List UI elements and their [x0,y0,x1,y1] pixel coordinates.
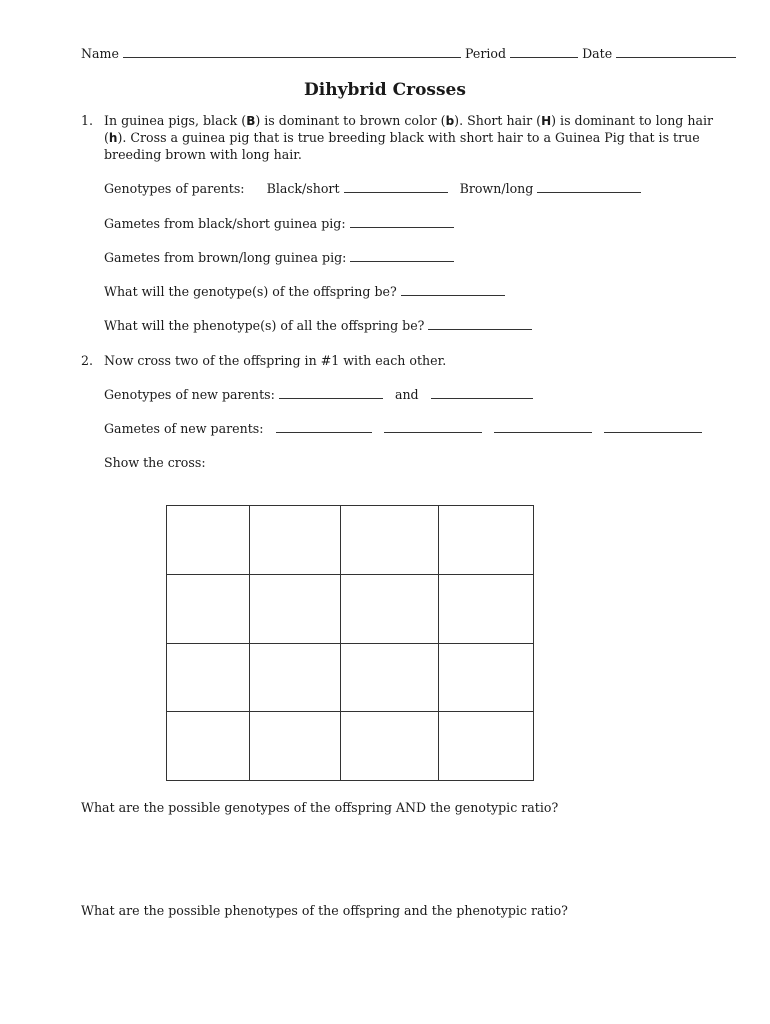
offspring-genotype-row [104,284,505,299]
brown-long-label: Brown/long [459,181,534,196]
genotypes-parents-label: Genotypes of parents: [104,181,245,196]
q1-text: ) is dominant to long hair [551,113,714,128]
q1-line1 [104,113,713,128]
punnett-row [167,574,534,643]
punnett-cell[interactable] [167,506,250,575]
name-label: Name [81,46,119,61]
black-short-label: Black/short [266,181,340,196]
genotypes-ratio-question: What are the possible genotypes of the offspring AND the genotypic ratio? [81,800,559,815]
punnett-square [166,505,534,781]
new-gametes-row [104,421,702,436]
punnett-cell[interactable] [250,712,341,781]
offspring-phenotype-label: What will the phenotype(s) of all the offspring be? [104,318,425,333]
punnett-cell[interactable] [341,643,439,712]
period-label: Period [464,46,507,61]
punnett-cell[interactable] [341,712,439,781]
new-parent-2-field[interactable] [431,388,533,399]
q1-text: ). Cross a guinea pig that is true breeding black with short hair to a Guinea Pig that is true [117,130,700,145]
punnett-row [167,506,534,575]
period-field[interactable] [510,47,578,58]
offspring-genotype-field[interactable] [401,285,505,296]
new-parents-row [104,387,533,402]
gamete-field-4[interactable] [604,422,702,433]
gamete-field-2[interactable] [384,422,482,433]
gametes-black-row [104,216,454,231]
gametes-black-field[interactable] [350,217,454,228]
punnett-cell[interactable] [250,643,341,712]
new-parents-label: Genotypes of new parents: [104,387,275,402]
q1-text: ) is dominant to brown color ( [255,113,446,128]
punnett-cell[interactable] [167,643,250,712]
punnett-cell[interactable] [439,506,534,575]
show-cross-label: Show the cross: [104,455,206,470]
and-label: and [394,387,419,402]
new-parent-1-field[interactable] [279,388,383,399]
gamete-field-1[interactable] [276,422,372,433]
name-field[interactable] [123,47,461,58]
allele-h: h [108,131,118,145]
phenotypes-ratio-question: What are the possible phenotypes of the offspring and the phenotypic ratio? [81,903,568,918]
punnett-cell[interactable] [439,574,534,643]
punnett-cell[interactable] [167,574,250,643]
punnett-cell[interactable] [341,506,439,575]
q1-line2 [104,130,700,145]
header-row [81,46,736,61]
punnett-cell[interactable] [250,506,341,575]
punnett-row [167,712,534,781]
punnett-cell[interactable] [439,643,534,712]
allele-B: B [246,114,256,128]
black-short-field[interactable] [344,182,448,193]
q1-text: In guinea pigs, black ( [104,113,247,128]
new-gametes-label: Gametes of new parents: [104,421,264,436]
punnett-row [167,643,534,712]
allele-H: H [541,114,552,128]
q1-text: ( [104,130,109,145]
punnett-cell[interactable] [439,712,534,781]
page-title: Dihybrid Crosses [304,80,466,100]
punnett-cell[interactable] [341,574,439,643]
gametes-brown-field[interactable] [350,251,454,262]
allele-b: b [445,114,455,128]
punnett-cell[interactable] [250,574,341,643]
q1-genotypes-row [104,181,641,196]
gametes-black-label: Gametes from black/short guinea pig: [104,216,346,231]
offspring-phenotype-row [104,318,532,333]
brown-long-field[interactable] [537,182,641,193]
q2-number: 2. [81,353,94,368]
offspring-phenotype-field[interactable] [428,319,532,330]
q1-number: 1. [81,113,94,128]
q1-line3: breeding brown with long hair. [104,147,302,162]
gamete-field-3[interactable] [494,422,592,433]
punnett-cell[interactable] [167,712,250,781]
offspring-genotype-label: What will the genotype(s) of the offspring be? [104,284,397,299]
q2-text: Now cross two of the offspring in #1 with each other. [104,353,447,368]
q1-text: ). Short hair ( [454,113,542,128]
date-label: Date [582,46,613,61]
gametes-brown-label: Gametes from brown/long guinea pig: [104,250,347,265]
date-field[interactable] [616,47,736,58]
gametes-brown-row [104,250,454,265]
